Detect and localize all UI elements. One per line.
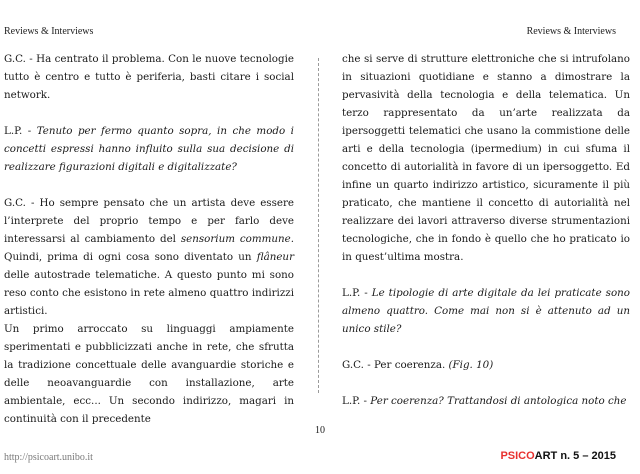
- logo-rest: ART n. 5 – 2015: [534, 450, 616, 462]
- speaker-label: L.P. -: [342, 395, 371, 407]
- text-run: delle autostrade telematiche. A questo punto mi sono reso conto che esistono in rete almeno quattro indirizzi artistici.: [4, 269, 294, 317]
- paragraph-lp-question-1: [4, 122, 294, 176]
- paragraph-lp-question-3: [342, 392, 630, 410]
- paragraph-lp-question-2: [342, 284, 630, 338]
- paragraph-gc-answer-3: [342, 356, 630, 374]
- speaker-label: L.P. -: [4, 125, 37, 137]
- text-run: G.C. - Per coerenza.: [342, 359, 449, 371]
- question-text: Tenuto per fermo quanto sopra, in che modo i concetti espressi hanno influito sulla sua decisione di realizzare figurazioni digitali e digitalizzate?: [4, 125, 294, 173]
- speaker-label: L.P. -: [342, 287, 372, 299]
- text-run: G.C. - Ho sempre pensato che un artista deve essere l’interprete del proprio tempo e per farlo deve interessarsi al cambiamento del: [4, 197, 294, 245]
- paragraph-gc-answer-1: G.C. - Ha centrato il problema. Con le nuove tecnologie tutto è centro e tutto è periferia, basti citare i social network.: [4, 53, 294, 101]
- paragraph-gc-answer-2-end: che si serve di strutture elettroniche che si intrufolano in situazioni quotidiane e stanno a dimostrare la pervasività della tecnologia e della telematica. Un terzo rappresentato da un’arte realizzata da ipersoggetti telematici che usano la commistione delle arti e della tecnologia (ipermedium) in cui sfuma il concetto di autorialità in favore di un ipersoggetto. Ed infine un quarto indirizzo artistico, sicuramente il più praticato, che mantiene il concetto di autorialità nel realizzare dei lavori attraverso diverse strumentazioni tecnologiche, che in fondo è quello che ho praticato io in quest’ultima mostra.: [342, 53, 630, 263]
- text-run: . Quindi, prima di ogni cosa sono diventato un: [4, 233, 294, 263]
- italic-term: sensorium commune: [180, 233, 291, 245]
- page-number: 10: [315, 425, 325, 436]
- question-text: Per coerenza? Trattandosi di antologica noto che: [370, 395, 627, 407]
- running-header-left: Reviews & Interviews: [4, 26, 94, 37]
- paragraph-gc-answer-2: [4, 194, 294, 320]
- column-divider: [318, 58, 319, 393]
- figure-reference: (Fig. 10): [448, 359, 494, 371]
- left-column: [4, 50, 294, 428]
- footer-url-link[interactable]: http://psicoart.unibo.it: [4, 452, 93, 463]
- running-header-right: Reviews & Interviews: [526, 26, 616, 37]
- journal-logo: [500, 450, 616, 462]
- paragraph-gc-answer-2-cont: Un primo arroccato su linguaggi ampiamente sperimentati e pubblicizzati anche in rete, che sfrutta la tradizione concettuale delle avanguardie storiche e delle neoavanguardie con installazione, arte ambientale, ecc... Un secondo indirizzo, magari in continuità con il precedente: [4, 323, 294, 425]
- question-text: Le tipologie di arte digitale da lei praticate sono almeno quattro. Come mai non si è attenuto ad un unico stile?: [342, 287, 630, 335]
- italic-term: flâneur: [256, 251, 294, 263]
- right-column: [342, 50, 630, 410]
- logo-accent: PSICO: [500, 450, 535, 462]
